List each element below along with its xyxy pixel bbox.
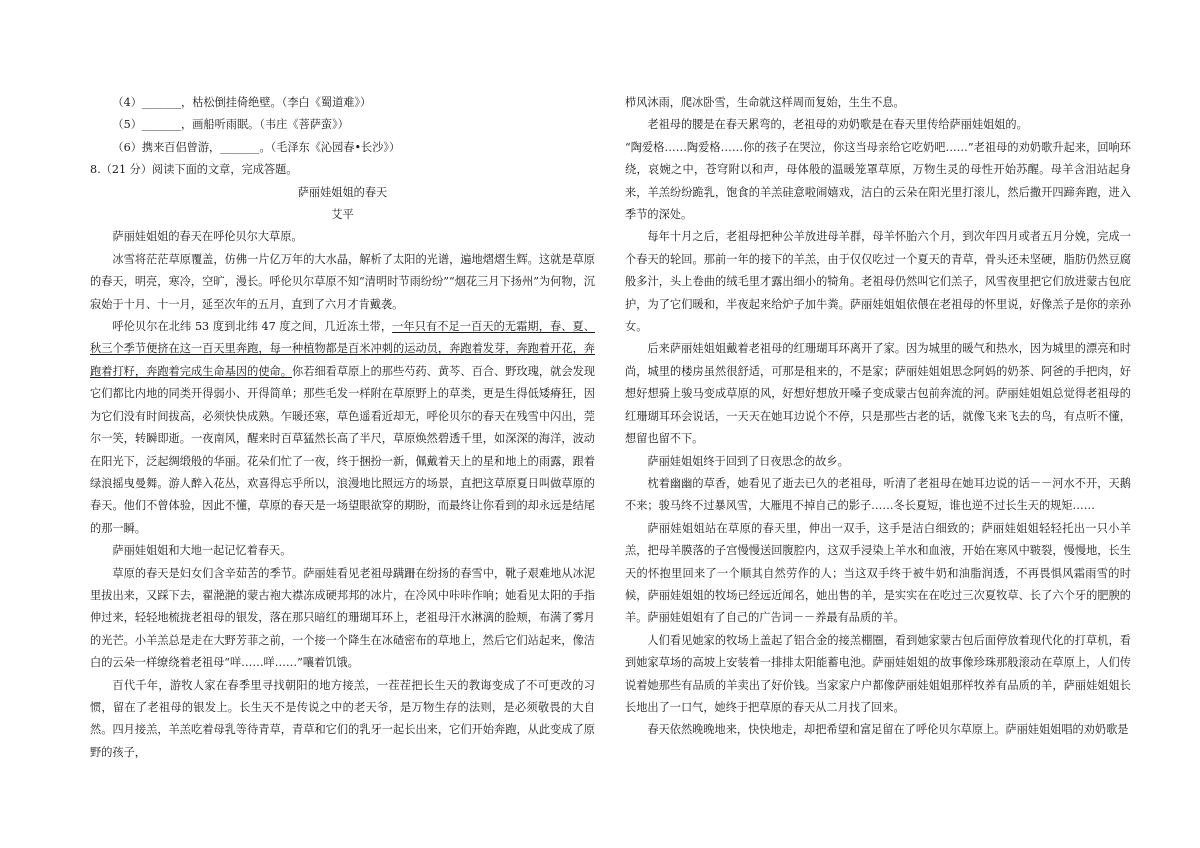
paragraph: 萨丽娃姐姐的春天在呼伦贝尔大草原。 <box>112 230 303 244</box>
paragraph: 草原的春天是妇女们含辛茹苦的季节。萨丽娃看见老祖母蹒跚在纷扬的春雪中，靴子艰难地从冰泥里拔出来，又踩下去，翟滟滟的蒙古袍大襟冻成硬邦邦的冰片，在冷风中咔咔作响；她看见太阳的手指伸过来，轻轻地梳拢老祖母的银发，落在那只暗红的珊瑚耳环上，老祖母汗水淋漓的脸颊，布满了雾月的光芒。小羊羔总是走在大野芳菲之前，一个接一个降生在冰碴密布的草地上，然后它们站起来，像洁白的云朵一样缭绕着老祖母“咩……咩……”嚷着饥饿。 <box>90 566 595 670</box>
paragraph: 萨丽娃姐姐终于回到了日夜思念的故乡。 <box>647 454 849 468</box>
paragraph: 百代千年，游牧人家在春季里寻找朝阳的地方接羔，一茬茬把长生天的教诲变成了不可更改的习惯，留在了老祖母的银发上。长生天不是传说之中的老天爷，是万物生存的法则，是必须敬畏的大自然。四月接羔，羊羔吃着母乳等待青草，青草和它们的乳牙一起长出来，它们开始奔跑，从此变成了原野的孩子， <box>90 678 595 759</box>
article-title: 萨丽娃姐姐的春天 <box>297 185 388 199</box>
paragraph: 春天依然晚晚地来，快快地走，却把希望和富足留在了呼伦贝尔草原上。萨丽娃姐姐唱的劝奶歌是 <box>647 723 1129 737</box>
paragraph: 人们看见她家的牧场上盖起了铝合金的接羔棚圈，看到她家蒙古包后面停放着现代化的打草机，看到她家草场的高坡上安装着一排排太阳能蓄电池。萨丽娃姐姐的故事像珍珠那般滚动在草原上，人们传说着她那些有品质的羊卖出了好价钱。当家家户户都像萨丽娃姐姐那样牧养有品质的羊，萨丽娃姐姐长长地出了一口气，她终于把草原的春天从二月找了回来。 <box>625 633 1131 714</box>
paragraph: 每年十月之后，老祖母把种公羊放进母羊群，母羊怀胎六个月，到次年四月或者五月分娩，完成一个春天的轮回。那前一年的接下的羊羔，由于仅仅吃过一个夏天的青草，骨头还未坚硬，脂肪仍然豆腐般多汁，头上卷曲的绒毛里才露出细小的犄角。老祖母仍然叫它们羔子，风雪夜里把它们放进蒙古包庇护，为了它们暖和，半夜起来给炉子加牛粪。萨丽娃姐姐依偎在老祖母的怀里说，好像羔子是你的亲孙女。 <box>625 230 1131 334</box>
paragraph: 萨丽娃姐姐站在草原的春天里，伸出一双手，这手是洁白细致的；萨丽娃姐姐轻轻托出一只小羊羔，把母羊膜落的子宫慢慢送回腹腔内，这双手浸染上羊水和血液，开始在寒风中皲裂，慢慢地，长生天的怀抱里回来了一个顺其自然劳作的人；当这双手终于被牛奶和油脂润透，不再畏惧风霜雨雪的时候，萨丽娃姐姐的牧场已经远近闻名，她出售的羊，是实实在在吃过三次夏牧草、长了六个牙的肥腴的羊。萨丽娃姐姐有了自己的广告词－－养最有品质的羊。 <box>625 521 1131 625</box>
question-8-heading: 8.（21 分）阅读下面的文章，完成答题。 <box>90 163 298 177</box>
paragraph-text: 呼伦贝尔在北纬 53 度到北纬 47 度之间，几近冻土带， <box>112 320 393 334</box>
question-6: （6）携来百侣曾游，_______。（毛泽东《沁园春•长沙》） <box>112 140 401 154</box>
paragraph <box>90 316 595 540</box>
right-column <box>625 92 1131 742</box>
underlined-text: 一年只有不足一百天的无霜期，春、夏、秋三个季节便挤在这一百天里奔跑，每一种植物都是百米冲刺的运动员，奔跑着发芽，奔跑着开花，奔跑着打籽，奔跑着完成生命基因的使命。 <box>90 320 595 378</box>
paragraph: 栉风沐雨，爬冰卧雪，生命就这样周而复始，生生不息。 <box>625 96 905 109</box>
paragraph: 后来萨丽娃姐姐戴着老祖母的红珊瑚耳环离开了家。因为城里的暖气和热水，因为城里的漂亮和时尚，城里的楼房虽然很舒适，可那是租来的，不是家；萨丽娃姐姐思念阿妈的奶茶、阿爸的手把肉，好想好想骑上骏马变成草原的风，好想好想放开嗓子变成蒙古包前奔流的河。萨丽娃姐姐总觉得老祖母的红珊瑚耳环会说话，一天天在她耳边说个不停，只是那些古老的话，就像飞来飞去的鸟，有点听不懂，想留也留不下。 <box>625 342 1131 446</box>
paragraph: 老祖母的腰是在春天累弯的，老祖母的劝奶歌是在春天里传给萨丽娃姐姐的。 <box>647 118 1028 132</box>
question-5: （5）_______，画船听雨眠。（韦庄《菩萨蛮》） <box>112 118 349 132</box>
article-author: 艾平 <box>331 208 354 222</box>
paragraph: “陶爱格……陶爱格……你的孩子在哭泣，你这当母亲给它吃奶吧……”老祖母的劝奶歌升起来，回响环绕，哀婉之中，苍穹附以和声，母体般的温暖笼罩草原，万物生灵的母性开始苏醒。母羊含泪站起身来，羊羔纷纷跪乳，饱食的羊羔硅意啦闹嬉戏，洁白的云朵在阳光里打滚儿，然后撒开四蹄奔跑，进入季节的深处。 <box>625 140 1131 222</box>
question-4: （4）_______，枯松倒挂倚绝壁。（李白《蜀道难》） <box>112 96 372 109</box>
paragraph: 萨丽娃姐姐和大地一起记忆着春天。 <box>112 544 292 558</box>
paragraph: 冰雪将茫茫草原覆盖，仿佛一片亿万年的大水晶，解析了太阳的光谱，遍地熠熠生辉。这就是草原的春天，明亮，寒冷，空旷，漫长。呼伦贝尔草原不知“清明时节雨纷纷”“烟花三月下扬州”为何物，沉寂始于十月、十一月，延至次年的五月，直到了六月才肯戴袭。 <box>90 252 595 311</box>
paragraph: 枕着幽幽的草香，她看见了逝去已久的老祖母，听清了老祖母在她耳边说的话－－河水不开，天鹅不来；骏马终不过暴风雪，大雁甩不掉自己的影子……冬长夏短，谁也逆不过长生天的规矩…… <box>625 476 1131 513</box>
left-column <box>90 92 595 764</box>
paragraph-text: 你若细看草原上的那些芍药、黄芩、百合、野玫瑰，就会发现它们都比内地的同类开得弱小、开得简单；那些毛发一样附在草原野上的草类，更是生得低矮瘠狂，因为它们没有时间拔高，必须快快成熟。乍暖还寒，草色遥看近却无，呼伦贝尔的春天在残雪中闪出，莞尔一笑，转瞬即逝。一夜南风，醒来时百草猛然长高了半尺，草原焕然碧透千里，如深深的海洋，波动在阳光下，泛起绸缎般的华丽。花朵们忙了一夜，终于捆扮一新，佩戴着天上的星和地上的雨露，跟着绿浪摇曳曼舞。游人醉入花丛，欢喜得忘乎所以，浪漫地比照远方的场景，直把这草原夏日叫做草原的春天。他们不曾体验，因此不懂，草原的春天是一场望眼欲穿的期盼，而最终让你看到的却永远是结尾的那一瞬。 <box>90 364 595 535</box>
